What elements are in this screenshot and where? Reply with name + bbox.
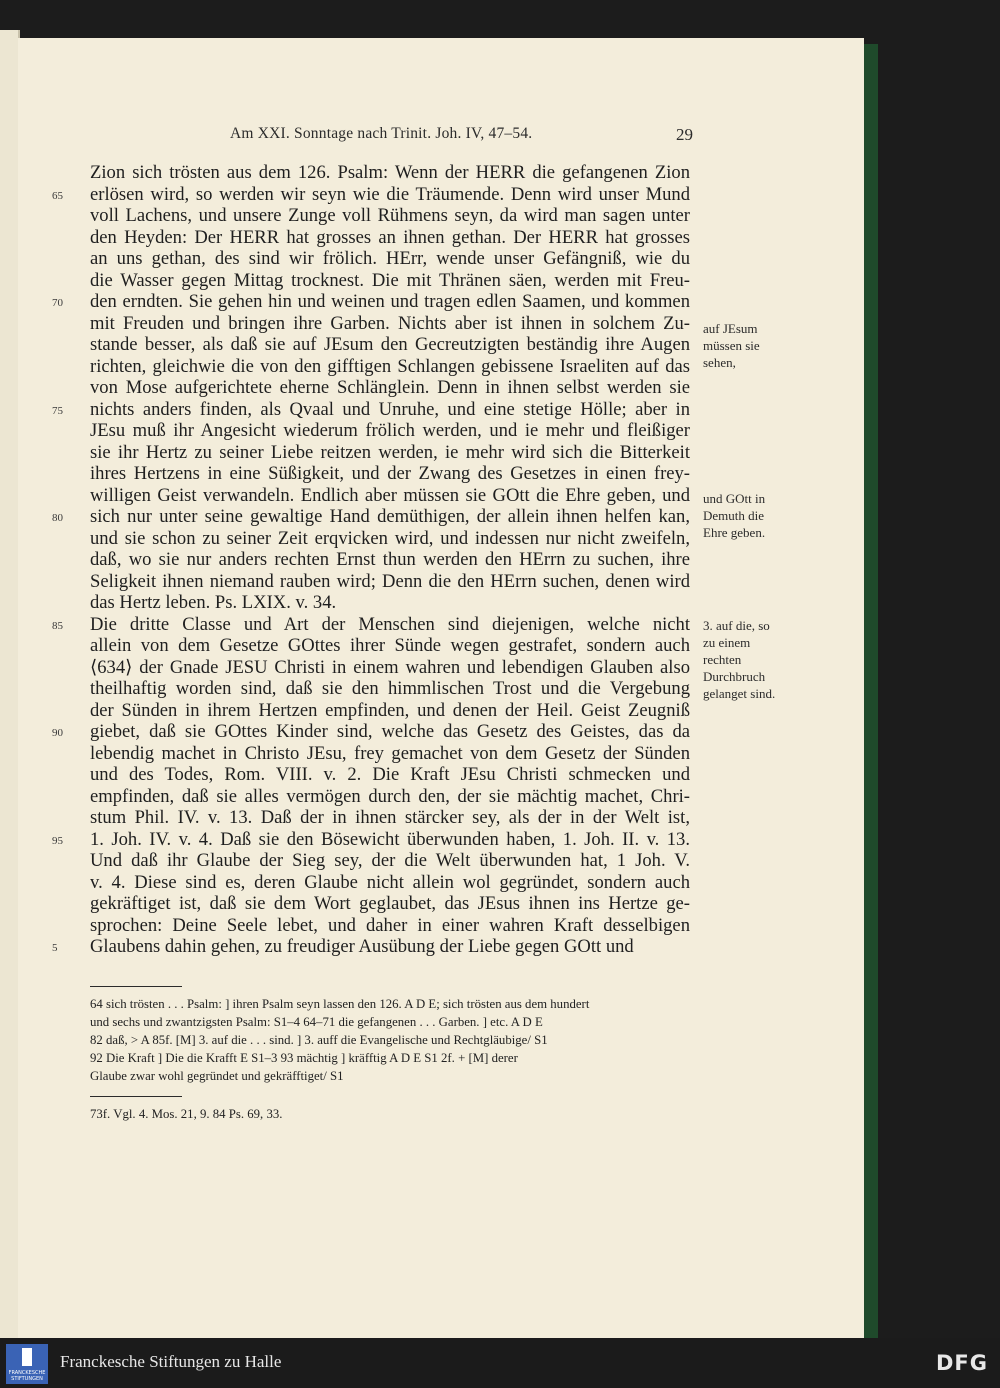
text-line: empfinden, daß sie alles vermögen durch den, der sie mächtig machet, Chri- — [90, 786, 690, 807]
line-number: 90 — [52, 727, 63, 739]
text-line: allein von dem Gesetze GOttes ihrer Sünde wegen gestrafet, sondern auch — [90, 635, 690, 656]
margin-note-line: zu einem — [703, 635, 751, 650]
text-line: Seligkeit ihnen niemand rauben wird; Denn die den HErrn suchen, denen wird — [90, 571, 690, 592]
apparatus-line: 64 sich trösten . . . Psalm: ] ihren Psalm seyn lassen den 126. A D E; sich trösten aus dem hundert — [90, 997, 590, 1011]
text-line: sich nur unter seine gewaltige Hand demüthigen, der allein ihnen helfen kan, — [90, 506, 690, 527]
line-number: 65 — [52, 190, 63, 202]
page-number: 29 — [676, 125, 693, 144]
text-line: richten, gleichwie die von den gifftigen Schlangen gebissene Israeliten auf das — [90, 356, 690, 377]
text-line: daß, wo sie nur anders rechten Ernst thun werden den HErrn zu suchen, ihre — [90, 549, 690, 570]
line-number: 75 — [52, 405, 63, 417]
margin-note-line: müssen sie — [703, 338, 760, 353]
text-line: an uns gethan, des sind wir frölich. HErr, wende unser Gefängniß, wie du — [90, 248, 690, 269]
text-line: und des Todes, Rom. VIII. v. 2. Die Kraft JEsu Christi schmecken und — [90, 764, 690, 785]
text-line: v. 4. Diese sind es, deren Glaube nicht allein wol gegründet, sondern auch — [90, 872, 690, 893]
text-line: JEsu muß ihr Angesicht wiederum frölich werden, und ie mehr und fleißiger — [90, 420, 690, 441]
text-line: erlösen wird, so werden wir seyn wie die Träumende. Denn wird unser Mund — [90, 184, 690, 205]
text-line: sprochen: Deine Seele lebet, und daher in einer wahren Kraft desselbigen — [90, 915, 690, 936]
text-line: den erndten. Sie gehen hin und weinen und tragen edlen Saamen, und kommen — [90, 291, 690, 312]
text-line: und sie schon zu seiner Zeit erqvicken wird, und indessen nur nicht zweifeln, — [90, 528, 690, 549]
text-line: giebet, daß sie GOttes Kinder sind, welche das Gesetz des Geistes, das da — [90, 721, 690, 742]
institution-logo[interactable] — [6, 1344, 48, 1384]
footnote-rule-1 — [90, 986, 182, 987]
line-number: 5 — [52, 942, 58, 954]
text-line: die Wasser gegen Mittag trocknest. Die mit Thränen säen, werden mit Freu- — [90, 270, 690, 291]
text-line: ⟨634⟩ der Gnade JESU Christi in einem wahren und lebendigen Glauben also — [90, 657, 690, 678]
text-line: stande besser, als daß sie auf JEsum den Gecreutzigten beständig ihre Augen — [90, 334, 690, 355]
text-line: 1. Joh. IV. v. 4. Daß sie den Bösewicht überwunden haben, 1. Joh. II. v. 13. — [90, 829, 690, 850]
text-line: mit Freuden und bringen ihre Garben. Nichts aber ist ihnen in solchem Zu- — [90, 313, 690, 334]
apparatus-line: Glaube zwar wohl gegründet und gekräfftiget/ S1 — [90, 1069, 344, 1083]
text-line: theilhaftig worden sind, daß sie den himmlischen Trost und die Vergebung — [90, 678, 690, 699]
apparatus-line: 92 Die Kraft ] Die die Krafft E S1–3 93 mächtig ] kräfftig A D E S1 2f. + [M] derer — [90, 1051, 518, 1065]
footnote-rule-2 — [90, 1096, 182, 1097]
margin-note-2 — [703, 490, 803, 541]
logo-text: FRANCKESCHE STIFTUNGEN — [8, 1370, 46, 1382]
text-line: Glaubens dahin gehen, zu freudiger Ausübung der Liebe gegen GOtt und — [90, 936, 634, 957]
margin-note-line: 3. auf die, so — [703, 618, 770, 633]
apparatus-line: und sechs und zwantzigsten Psalm: S1–4 64–71 die gefangenen . . . Garben. ] etc. A D E — [90, 1015, 543, 1029]
line-number: 80 — [52, 512, 63, 524]
book-cover-edge — [864, 44, 878, 1338]
text-line: sie ihr Hertz zu seiner Liebe reitzen werden, ie mehr wird sich die Bitterkeit — [90, 442, 690, 463]
margin-note-line: Ehre geben. — [703, 525, 766, 540]
text-line: Zion sich trösten aus dem 126. Psalm: Wenn der HERR die gefangenen Zion — [90, 162, 690, 183]
margin-note-1 — [703, 320, 803, 371]
text-line: voll Lachens, und unsere Zunge voll Rühmens seyn, da wird man sagen unter — [90, 205, 690, 226]
text-line: den Heyden: Der HERR hat grosses an ihnen gethan. Der HERR hat grosses — [90, 227, 690, 248]
margin-note-line: Durchbruch — [703, 669, 766, 684]
text-line: das Hertz leben. Ps. LXIX. v. 34. — [90, 592, 337, 613]
text-line: der Sünden in ihrem Hertzen empfinden, und denen der Heil. Geist Zeugniß — [90, 700, 690, 721]
facing-page-edge — [0, 30, 20, 1338]
dfg-logo[interactable]: DFG — [936, 1351, 989, 1375]
margin-note-3 — [703, 617, 803, 702]
text-line: stum Phil. IV. v. 13. Daß der in ihnen stärcker sey, als der in der Welt ist, — [90, 807, 690, 828]
line-number: 85 — [52, 620, 63, 632]
logo-emblem-icon — [22, 1348, 32, 1366]
margin-note-line: sehen, — [703, 355, 736, 370]
reference-line: 73f. Vgl. 4. Mos. 21, 9. 84 Ps. 69, 33. — [90, 1107, 283, 1121]
running-head: Am XXI. Sonntage nach Trinit. Joh. IV, 47–54. — [230, 125, 533, 142]
text-line: lebendig machet in Christo JEsu, frey gemachet von dem Gesetz der Sünden — [90, 743, 690, 764]
text-line: von Mose aufgerichtete eherne Schlänglein. Denn in ihnen selbst werden sie — [90, 377, 690, 398]
margin-note-line: rechten — [703, 652, 742, 667]
text-line: nichts anders finden, als Qvaal und Unruhe, und eine stetige Hölle; aber in — [90, 399, 690, 420]
margin-note-line: gelanget sind. — [703, 686, 776, 701]
institution-name[interactable]: Franckesche Stiftungen zu Halle — [60, 1352, 282, 1371]
line-number: 95 — [52, 835, 63, 847]
text-line: willigen Geist verwandeln. Endlich aber müssen sie GOtt die Ehre geben, und — [90, 485, 690, 506]
text-line: ihres Hertzens in eine Süßigkeit, und der Zwang des Gesetzes in einen frey- — [90, 463, 690, 484]
line-number: 70 — [52, 297, 63, 309]
margin-note-line: Demuth die — [703, 508, 765, 523]
margin-note-line: und GOtt in — [703, 491, 766, 506]
text-line: Die dritte Classe und Art der Menschen sind diejenigen, welche nicht — [90, 614, 690, 635]
apparatus-line: 82 daß, > A 85f. [M] 3. auf die . . . sind. ] 3. auff die Evangelische und Rechtgläubige/ S1 — [90, 1033, 548, 1047]
text-line: Und daß ihr Glaube der Sieg sey, der die Welt überwunden hat, 1 Joh. V. — [90, 850, 690, 871]
text-line: gekräftiget ist, daß sie dem Wort geglaubet, das JEsus ihnen ins Hertze ge- — [90, 893, 690, 914]
margin-note-line: auf JEsum — [703, 321, 758, 336]
